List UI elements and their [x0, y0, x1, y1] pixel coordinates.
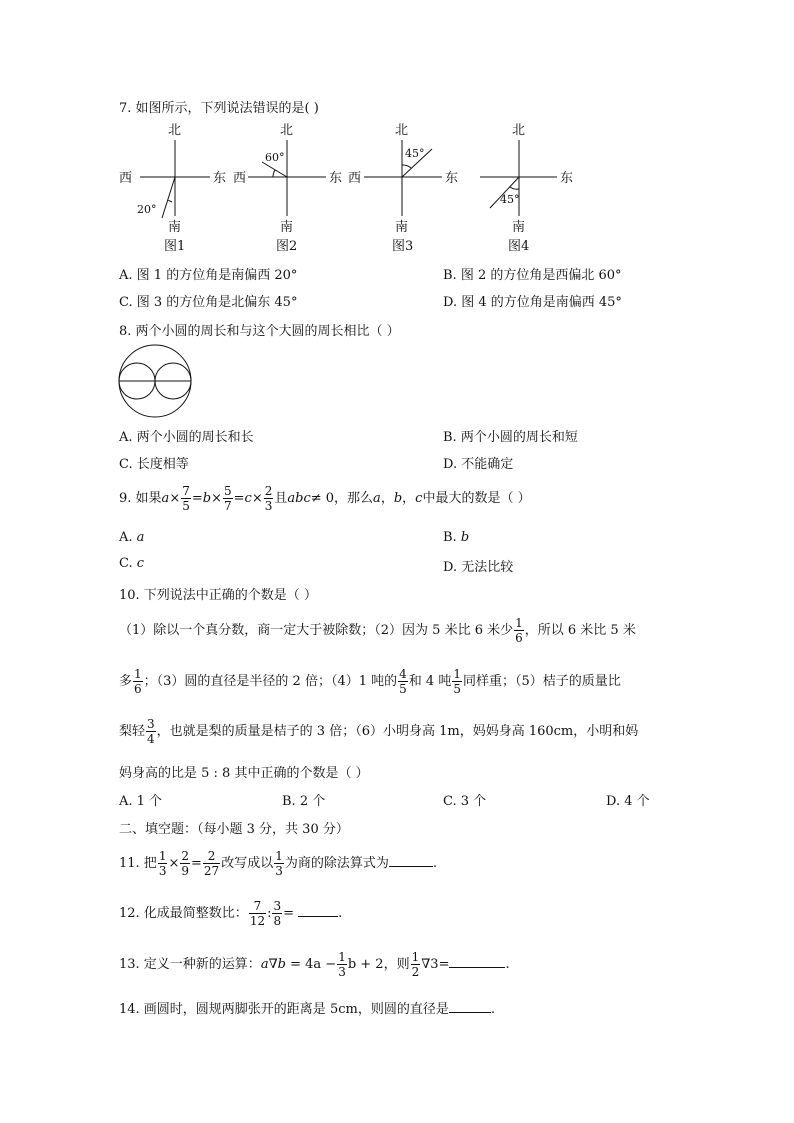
- q14-stem: 14. 画圆时，圆规两脚张开的距离是 5cm，则圆的直径是 .: [119, 1002, 495, 1017]
- q8-option-a: A. 两个小圆的周长和长: [119, 430, 254, 445]
- q9-option-c: C. c: [119, 556, 145, 571]
- figure-2: [233, 123, 342, 254]
- figure-4: [480, 123, 573, 254]
- fig3-caption: 图3: [392, 239, 414, 254]
- q10-line-2: 多 $\frac{1}{6}$ ；（3）圆的直径是半径的 2 倍；（4）1 吨的 $\frac{4}{5}$ 和 4 吨 $\frac{1}{5}$ 同样重；（5）桔子的质量比: [119, 667, 621, 696]
- q10-option-c: C. 3 个: [443, 794, 487, 809]
- fig1-west: 西: [119, 171, 133, 186]
- q11-answer-blank[interactable]: [389, 854, 433, 867]
- q10-stem: 10. 下列说法中正确的个数是（ ）: [119, 588, 317, 603]
- fig4-caption: 图4: [508, 239, 530, 254]
- q7-stem: 7. 如图所示，下列说法错误的是( ): [119, 101, 319, 116]
- q9-option-a: A. a: [119, 530, 145, 545]
- section-heading: 二、填空题：（每小题 3 分，共 30 分）: [119, 822, 349, 837]
- fig4-south: 南: [512, 220, 526, 235]
- figure-3: [348, 123, 458, 254]
- fig1-east: 东: [213, 171, 227, 186]
- fig2-south: 南: [280, 220, 294, 235]
- q7-option-c: C. 图 3 的方位角是北偏东 45°: [119, 295, 298, 310]
- q10-option-d: D. 4 个: [606, 794, 650, 809]
- fig2-caption: 图2: [276, 239, 298, 254]
- q11-stem: 11. 把 $\frac{1}{3}$ × $\frac{2}{9}$ = $\frac{2}{27}$ 改写成以 $\frac{1}{3}$ 为商的除法算式为 .: [119, 849, 437, 878]
- fig3-south: 南: [395, 220, 409, 235]
- fig3-north: 北: [395, 123, 409, 138]
- q7-option-a: A. 图 1 的方位角是南偏西 20°: [119, 268, 298, 283]
- q8-option-b: B. 两个小圆的周长和短: [443, 430, 578, 445]
- q8-stem: 8. 两个小圆的周长和与这个大圆的周长相比（ ）: [119, 324, 400, 339]
- fig4-east: 东: [560, 171, 574, 186]
- q10-line-4: 妈身高的比是 5 : 8 其中正确的个数是（ ）: [119, 766, 369, 781]
- q10-line-3: 梨轻 $\frac{3}{4}$ ，也就是梨的质量是桔子的 3 倍；（6）小明身高 1m，妈妈身高 160cm，小明和妈: [119, 717, 639, 746]
- fig1-angle: 20°: [137, 203, 157, 216]
- q14-answer-blank[interactable]: [449, 1000, 491, 1013]
- q12-answer-blank[interactable]: [298, 904, 338, 917]
- q7-option-d: D. 图 4 的方位角是南偏西 45°: [443, 295, 622, 310]
- fig3-east: 东: [445, 171, 459, 186]
- q10-line-1: （1）除以一个真分数，商一定大于被除数；（2）因为 5 米比 6 米少 $\frac{1}{6}$ ，所以 6 米比 5 米: [119, 616, 636, 645]
- q9-option-b: B. b: [443, 530, 470, 545]
- fig2-west: 西: [233, 171, 247, 186]
- fig1-caption: 图1: [164, 239, 186, 254]
- q8-option-c: C. 长度相等: [119, 457, 189, 472]
- fig1-north: 北: [168, 123, 182, 138]
- fig2-north: 北: [280, 123, 294, 138]
- q7-compass-figures: [0, 118, 794, 268]
- q8-option-d: D. 不能确定: [443, 457, 514, 472]
- fig2-east: 东: [329, 171, 343, 186]
- q13-answer-blank[interactable]: [449, 955, 505, 968]
- q8-circles-figure: [116, 342, 196, 422]
- q7-option-b: B. 图 2 的方位角是西偏北 60°: [443, 268, 622, 283]
- fig3-angle: 45°: [405, 147, 425, 160]
- q10-option-a: A. 1 个: [119, 794, 163, 809]
- q12-stem: 12. 化成最简整数比： $\frac{7}{12}$ : $\frac{3}{8}$ = .: [119, 899, 343, 928]
- q10-option-b: B. 2 个: [282, 794, 326, 809]
- fig1-south: 南: [168, 220, 182, 235]
- fig4-angle: 45°: [500, 193, 520, 206]
- q9-stem: 9. 如果a× $\frac{7}{5}$ =b× $\frac{5}{7}$ =c× $\frac{2}{3}$ 且abc≠ 0，那么a，b，c中最大的数是（ ）: [119, 484, 531, 513]
- q13-stem: 13. 定义一种新的运算：a∇b = 4a − $\frac{1}{3}$ b + 2，则 $\frac{1}{2}$ ∇3= .: [119, 950, 510, 979]
- fig3-west: 西: [348, 171, 362, 186]
- fig4-north: 北: [512, 123, 526, 138]
- fig2-angle: 60°: [265, 151, 285, 164]
- figure-1: [119, 123, 226, 254]
- q9-option-d: D. 无法比较: [443, 560, 514, 575]
